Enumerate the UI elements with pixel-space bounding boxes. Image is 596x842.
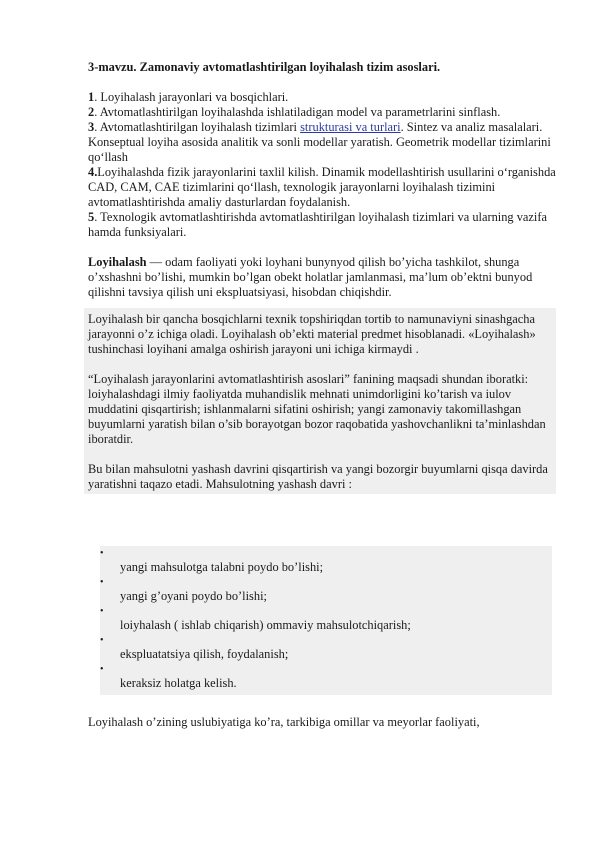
outline-item-1: [88, 90, 558, 105]
bullet-icon: •: [100, 664, 104, 675]
bullet-icon: •: [100, 635, 104, 646]
outline-item-4: [88, 165, 558, 210]
page-title: 3-mavzu. Zamonaviy avtomatlashtirilgan loyihalash tizim asoslari.: [88, 60, 441, 74]
outline-text: . Sintez va analiz masalalari. Konseptual loyiha asosida analitik va sonli modellar yaratish. Geometrik modellar tizimlarini qo‘llash: [88, 120, 551, 164]
outline-text: Loyihalashda fizik jarayonlarini taxlil kilish. Dinamik modellashtirish usullarini o‘rganishda CAD, CAM, CAE tizimlarini qo‘llash, texnologik jarayonlarni loyihalash tizimini avtomatlashtirishda amaliy dasturlardan foydalanish.: [88, 165, 556, 209]
outline-number: 4.: [88, 165, 98, 179]
highlighted-paragraph: Loyihalash bir qancha bosqichlarni texnik topshiriqdan tortib to namunaviyni sinashgacha jarayonni o’z ichiga oladi. Loyihalash ob’ekti material predmet hisoblanadi. «Loyihalash» tushinchasi loyihani amalga oshirish jarayoni uni ichiga kirmaydi .: [88, 312, 536, 356]
highlighted-paragraph: Bu bilan mahsulotni yashash davrini qisqartirish va yangi bozorgir buyumlarni qisqa davirda yaratishni taqazo etadi. Mahsulotning yashash davri :: [88, 462, 548, 491]
outline-text: . Avtomatlashtirilgan loyihalashda ishlatiladigan model va parametrlarini sinflash.: [94, 105, 501, 119]
list-item: [100, 577, 552, 606]
structure-types-link[interactable]: strukturasi va turlari: [300, 120, 401, 134]
list-item: [100, 664, 552, 693]
list-item: [100, 548, 552, 577]
outline-number: 1: [88, 90, 95, 104]
list-item-text: yangi mahsulotga talabni poydo bo’lishi;: [120, 560, 324, 574]
list-item-text: ekspluatatsiya qilish, foydalanish;: [120, 647, 289, 661]
topic-outline: [88, 90, 558, 240]
list-item-text: keraksiz holatga kelish.: [120, 676, 237, 690]
lifecycle-bullet-list: [100, 546, 552, 695]
list-item-text: yangi g’oyani poydo bo’lishi;: [120, 589, 267, 603]
outline-number: 2: [88, 105, 95, 119]
highlighted-paragraph: “Loyihalash jarayonlarini avtomatlashtirish asoslari” fanining maqsadi shundan iboratki: loiyhalashdagi ilmiy faoliyatda muhandislik mehnati unimdorligini ko’tarish va iulov muddatini qisqartirish; ishlanmalarni sifatini oshirish; yangi zamonaviy takomillashgan buyumlarni yaratish bilan o’sib borayotgan bozor raqobatida yashovchanlikni ta’minlashdan iboratdir.: [88, 372, 546, 446]
list-item: [100, 635, 552, 664]
outline-text: . Texnologik avtomatlashtirishda avtomatlashtirilgan loyihalash tizimlari va ularning vazifa hamda funksiyalari.: [88, 210, 547, 239]
definition-paragraph: [88, 255, 558, 300]
outline-text: . Avtomatlashtirilgan loyihalash tizimlari: [94, 120, 301, 134]
document-content: [88, 60, 558, 742]
outline-text: . Loyihalash jarayonlari va bosqichlari.: [94, 90, 289, 104]
outline-number: 3: [88, 120, 95, 134]
list-item: [100, 606, 552, 635]
spacer: [88, 494, 558, 546]
list-item-text: loiyhalash ( ishlab chiqarish) ommaviy mahsulotchiqarish;: [120, 618, 411, 632]
outline-number: 5: [88, 210, 95, 224]
closing-paragraph: Loyihalash o’zining uslubiyatiga ko’ra, tarkibiga omillar va meyorlar faoliyati,: [88, 715, 480, 729]
bullet-icon: •: [100, 606, 104, 617]
definition-text: — odam faoliyati yoki loyhani bunynyod qilish bo’yicha tashkilot, shunga o’xshashni bo’lishi, mumkin bo’lgan obekt holatlar jamlanmasi, ma’lum ob’ektni bunyod qilishni tavsiya qilish uni ekspluatsiyasi, hisobdan chiqishdir.: [88, 255, 533, 299]
bullet-icon: •: [100, 577, 104, 588]
highlighted-block: [84, 308, 556, 494]
outline-item-5: [88, 210, 558, 240]
outline-item-2: [88, 105, 558, 120]
bullet-icon: •: [100, 548, 104, 559]
outline-item-3: [88, 120, 558, 165]
definition-term: Loyihalash: [88, 255, 147, 269]
